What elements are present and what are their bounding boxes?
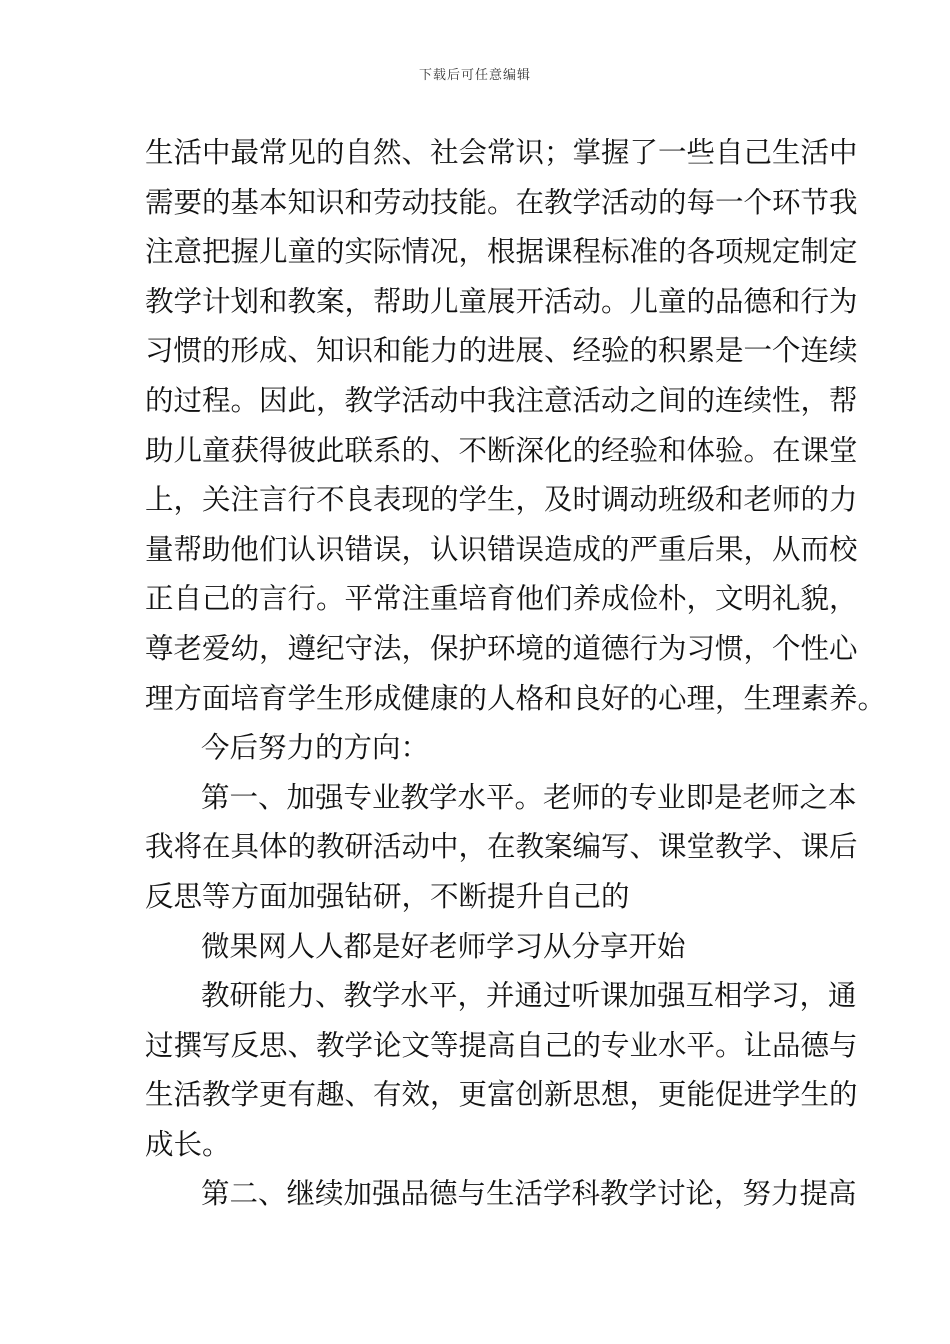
text-line: 教学计划和教案，帮助儿童展开活动。儿童的品德和行为 [145, 284, 858, 318]
text-line: 习惯的形成、知识和能力的进展、经验的积累是一个连续 [145, 334, 858, 368]
text-line: 上，关注言行不良表现的学生，及时调动班级和老师的力 [145, 483, 858, 517]
text-line: 微果网人人都是好老师学习从分享开始 [201, 929, 686, 963]
text-line: 过撰写反思、教学论文等提高自己的专业水平。让品德与 [145, 1028, 858, 1062]
text-line: 量帮助他们认识错误，认识错误造成的严重后果，从而校 [145, 532, 858, 566]
text-line: 需要的基本知识和劳动技能。在教学活动的每一个环节我 [145, 185, 858, 219]
page-header-note: 下载后可任意编辑 [418, 68, 531, 83]
text-line: 第二、继续加强品德与生活学科教学讨论，努力提高 [201, 1177, 857, 1211]
text-line: 反思等方面加强钻研，不断提升自己的 [145, 879, 630, 913]
text-line: 理方面培育学生形成健康的人格和良好的心理，生理素养。 [145, 681, 887, 715]
text-line: 生活教学更有趣、有效，更富创新思想，更能促进学生的 [145, 1078, 858, 1112]
text-line: 成长。 [145, 1127, 231, 1161]
text-line: 第一、加强专业教学水平。老师的专业即是老师之本 [201, 780, 857, 814]
text-line: 尊老爱幼，遵纪守法，保护环境的道德行为习惯，个性心 [145, 631, 858, 665]
text-line: 注意把握儿童的实际情况，根据课程标准的各项规定制定 [145, 235, 858, 269]
text-line: 教研能力、教学水平，并通过听课加强互相学习，通 [201, 979, 857, 1013]
document-body [145, 128, 887, 1219]
text-line: 今后努力的方向： [201, 731, 430, 765]
text-line: 正自己的言行。平常注重培育他们养成俭朴，文明礼貌， [145, 582, 858, 616]
text-line: 生活中最常见的自然、社会常识；掌握了一些自己生活中 [145, 136, 858, 169]
text-line: 助儿童获得彼此联系的、不断深化的经验和体验。在课堂 [145, 433, 858, 467]
text-line: 的过程。因此，教学活动中我注意活动之间的连续性，帮 [145, 383, 858, 417]
text-line: 我将在具体的教研活动中，在教案编写、课堂教学、课后 [145, 830, 858, 864]
